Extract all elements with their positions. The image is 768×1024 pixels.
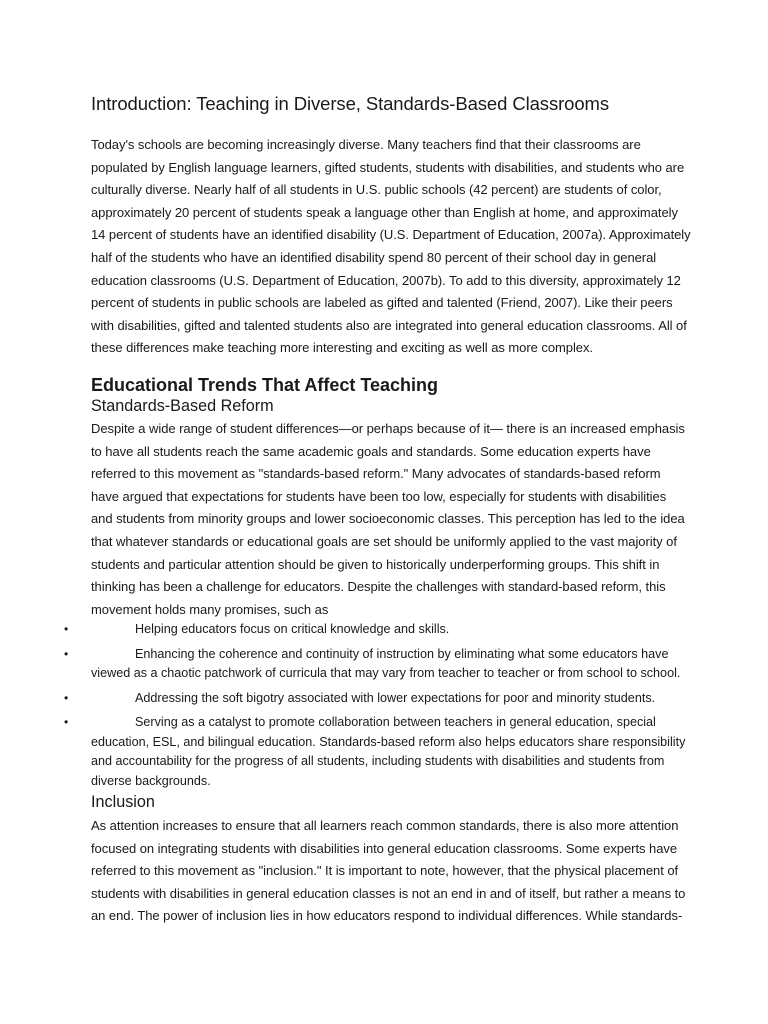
- list-item-text: Enhancing the coherence and continuity of instruction by eliminating what some educators have viewed as a chaotic patchwork of curricula that may vary from teacher to teacher or from school to school.: [91, 646, 681, 680]
- bullet-icon: •: [64, 646, 69, 661]
- list-item-text: Serving as a catalyst to promote collaboration between teachers in general education, special education, ESL, and bilingual education. Standards-based reform also helps educators share responsibility and accountability for the progress of all students, including students with disabilities and students from diverse backgrounds.: [91, 715, 686, 788]
- list-item: [0, 713, 690, 791]
- intro-paragraph: Today's schools are becoming increasingly diverse. Many teachers find that their classrooms are populated by English language learners, gifted students, students with disabilities, and students who are culturally diverse. Nearly half of all students in U.S. public schools (42 percent) are students of color, approximately 20 percent of students speak a language other than English at home, and approximately 14 percent of students have an identified disability (U.S. Department of Education, 2007a). Approximately half of the students who have an identified disability spend 80 percent of their school day in general education classrooms (U.S. Department of Education, 2007b). To add to this diversity, approximately 12 percent of students in public schools are labeled as gifted and talented (Friend, 2007). Like their peers with disabilities, gifted and talented students also are integrated into general education classrooms. All of these differences make teaching more interesting and exciting as well as more complex.: [91, 137, 691, 356]
- list-item-text: Addressing the soft bigotry associated with lower expectations for poor and minority students.: [135, 690, 656, 705]
- bullet-icon: •: [64, 622, 69, 636]
- list-item: [0, 689, 690, 709]
- list-item-text: Helping educators focus on critical knowledge and skills.: [135, 622, 450, 636]
- standards-heading: Standards-Based Reform: [91, 397, 274, 415]
- inclusion-heading: Inclusion: [91, 793, 155, 811]
- list-item: [0, 645, 690, 684]
- list-item: [0, 620, 690, 640]
- page-title: Introduction: Teaching in Diverse, Standards-Based Classrooms: [91, 93, 609, 114]
- inclusion-paragraph: As attention increases to ensure that all learners reach common standards, there is also more attention focused on integrating students with disabilities into general education classrooms. Some experts have referred to this movement as "inclusion." It is important to note, however, that the physical placement of students with disabilities in general education classes is not an end in and of itself, but rather a means to an end. The power of inclusion lies in how educators respond to individual differences. While standards-: [91, 818, 686, 924]
- bullet-icon: •: [64, 690, 69, 705]
- promises-list: [0, 620, 690, 796]
- section-heading: Educational Trends That Affect Teaching: [91, 375, 439, 395]
- bullet-icon: •: [64, 715, 69, 729]
- standards-paragraph: Despite a wide range of student differences—or perhaps because of it— there is an increased emphasis to have all students reach the same academic goals and standards. Some education experts have referred to this movement as "standards-based reform." Many advocates of standards-based reform have argued that expectations for students have been too low, especially for students with disabilities and students from minority groups and lower socioeconomic classes. This perception has led to the idea that whatever standards or educational goals are set should be uniformly applied to the vast majority of students and particular attention should be given to historically underperforming groups. This shift in thinking has been a challenge for educators. Despite the challenges with standard-based reform, this movement holds many promises, such as: [91, 421, 685, 617]
